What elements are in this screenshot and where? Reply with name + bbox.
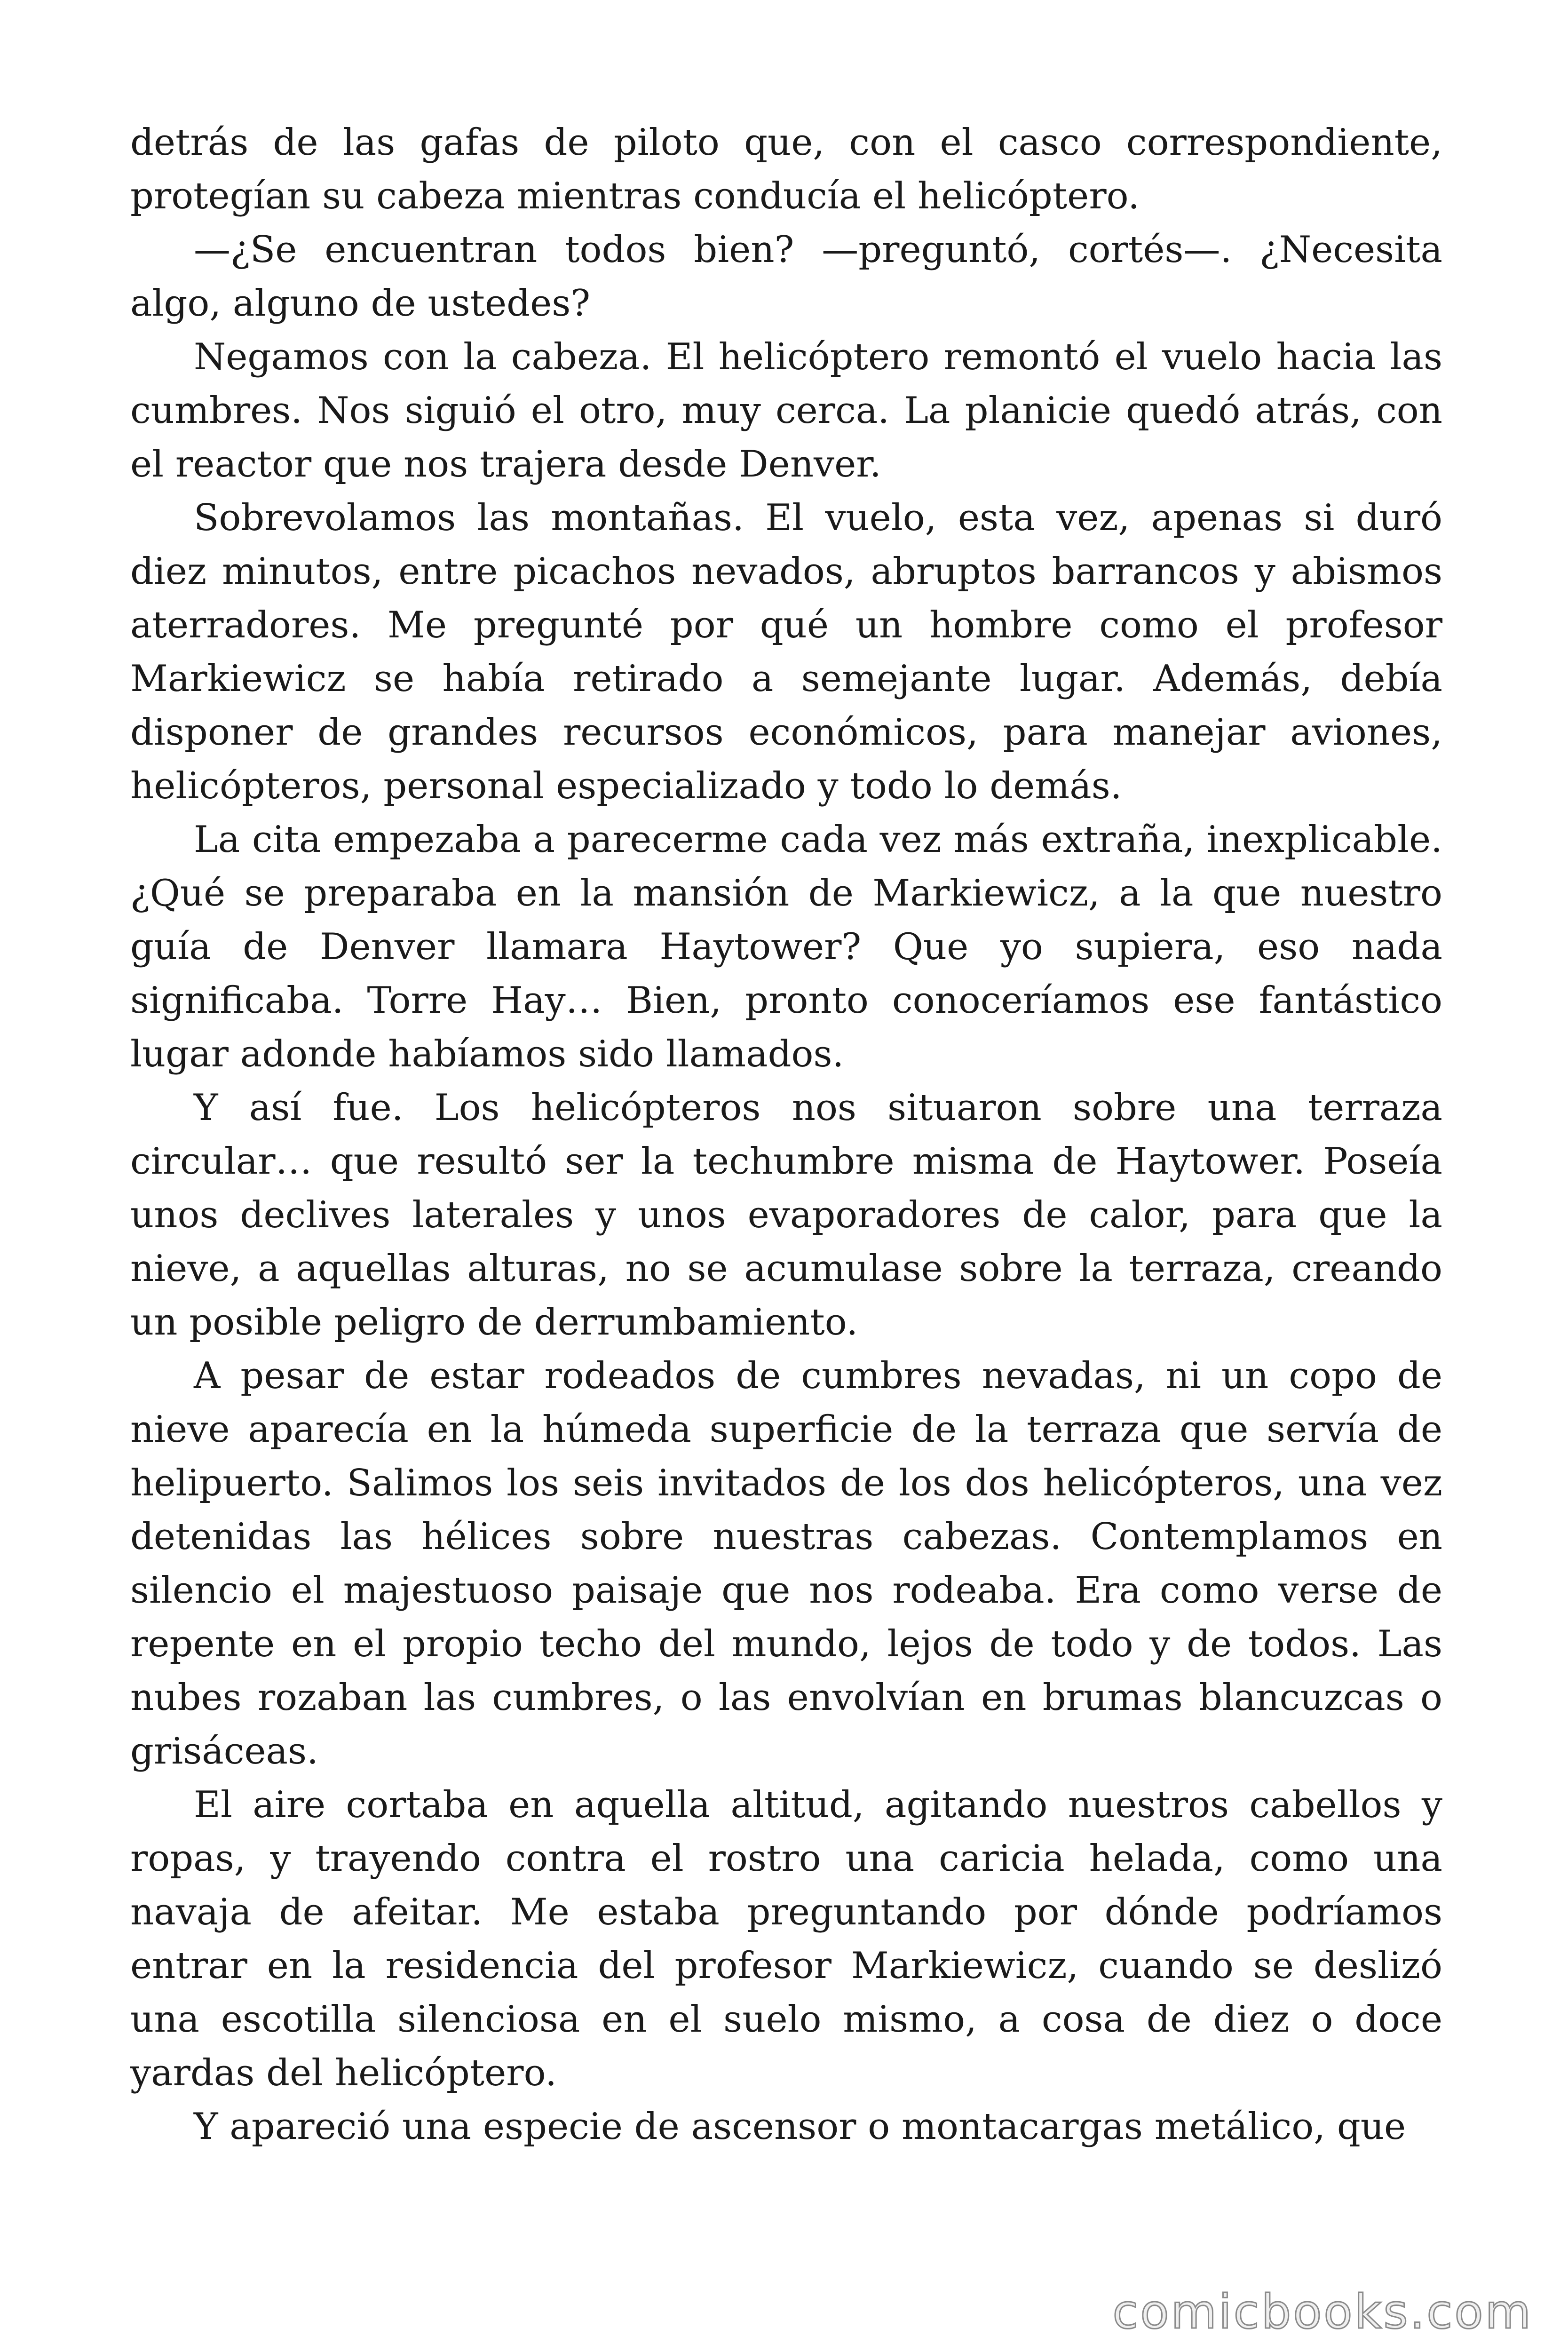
- paragraph: Y apareció una especie de ascensor o montacargas metálico, que: [194, 2106, 1406, 2148]
- watermark: comicbooks.com: [1112, 2284, 1533, 2339]
- paragraph: —¿Se encuentran todos bien? —preguntó, cortés—. ¿Necesita algo, alguno de ustedes?: [130, 229, 1442, 325]
- paragraph: Y así fue. Los helicópteros nos situaron sobre una terraza circular… que resultó ser la techumbre misma de Haytower. Poseía unos declives laterales y unos evaporadores de calor, para que la nieve, a aquellas alturas, no se acumulase sobre la terraza, creando un posible peligro de derrumbamiento.: [130, 1087, 1442, 1343]
- paragraph: A pesar de estar rodeados de cumbres nevadas, ni un copo de nieve aparecía en la húmeda superficie de la terraza que servía de helipuerto. Salimos los seis invitados de los dos helicópteros, una vez detenidas las hélices sobre nuestras cabezas. Contemplamos en silencio el majestuoso paisaje que nos rodeaba. Era como verse de repente en el propio techo del mundo, lejos de todo y de todos. Las nubes rozaban las cumbres, o las envolvían en brumas blancuzcas o grisáceas.: [130, 1355, 1442, 1772]
- paragraph: Negamos con la cabeza. El helicóptero remontó el vuelo hacia las cumbres. Nos siguió el otro, muy cerca. La planicie quedó atrás, con el reactor que nos trajera desde Denver.: [130, 336, 1442, 485]
- paragraph: El aire cortaba en aquella altitud, agitando nuestros cabellos y ropas, y trayendo contra el rostro una caricia helada, como una navaja de afeitar. Me estaba preguntando por dónde podríamos entrar en la residencia del profesor Markiewicz, cuando se deslizó una escotilla silenciosa en el suelo mismo, a cosa de diez o doce yardas del helicóptero.: [130, 1784, 1442, 2094]
- book-page: [130, 116, 1442, 2233]
- paragraph: La cita empezaba a parecerme cada vez más extraña, inexplicable. ¿Qué se preparaba en la mansión de Markiewicz, a la que nuestro guía de Denver llamara Haytower? Que yo supiera, eso nada significaba. Torre Hay… Bien, pronto conoceríamos ese fantástico lugar adonde habíamos sido llamados.: [130, 818, 1442, 1075]
- paragraph: Sobrevolamos las montañas. El vuelo, esta vez, apenas si duró diez minutos, entre picachos nevados, abruptos barrancos y abismos aterradores. Me pregunté por qué un hombre como el profesor Markiewicz se había retirado a semejante lugar. Además, debía disponer de grandes recursos económicos, para manejar aviones, helicópteros, personal especializado y todo lo demás.: [130, 497, 1442, 807]
- paragraph: detrás de las gafas de piloto que, con el casco correspondiente, protegían su cabeza mientras conducía el helicóptero.: [130, 121, 1442, 217]
